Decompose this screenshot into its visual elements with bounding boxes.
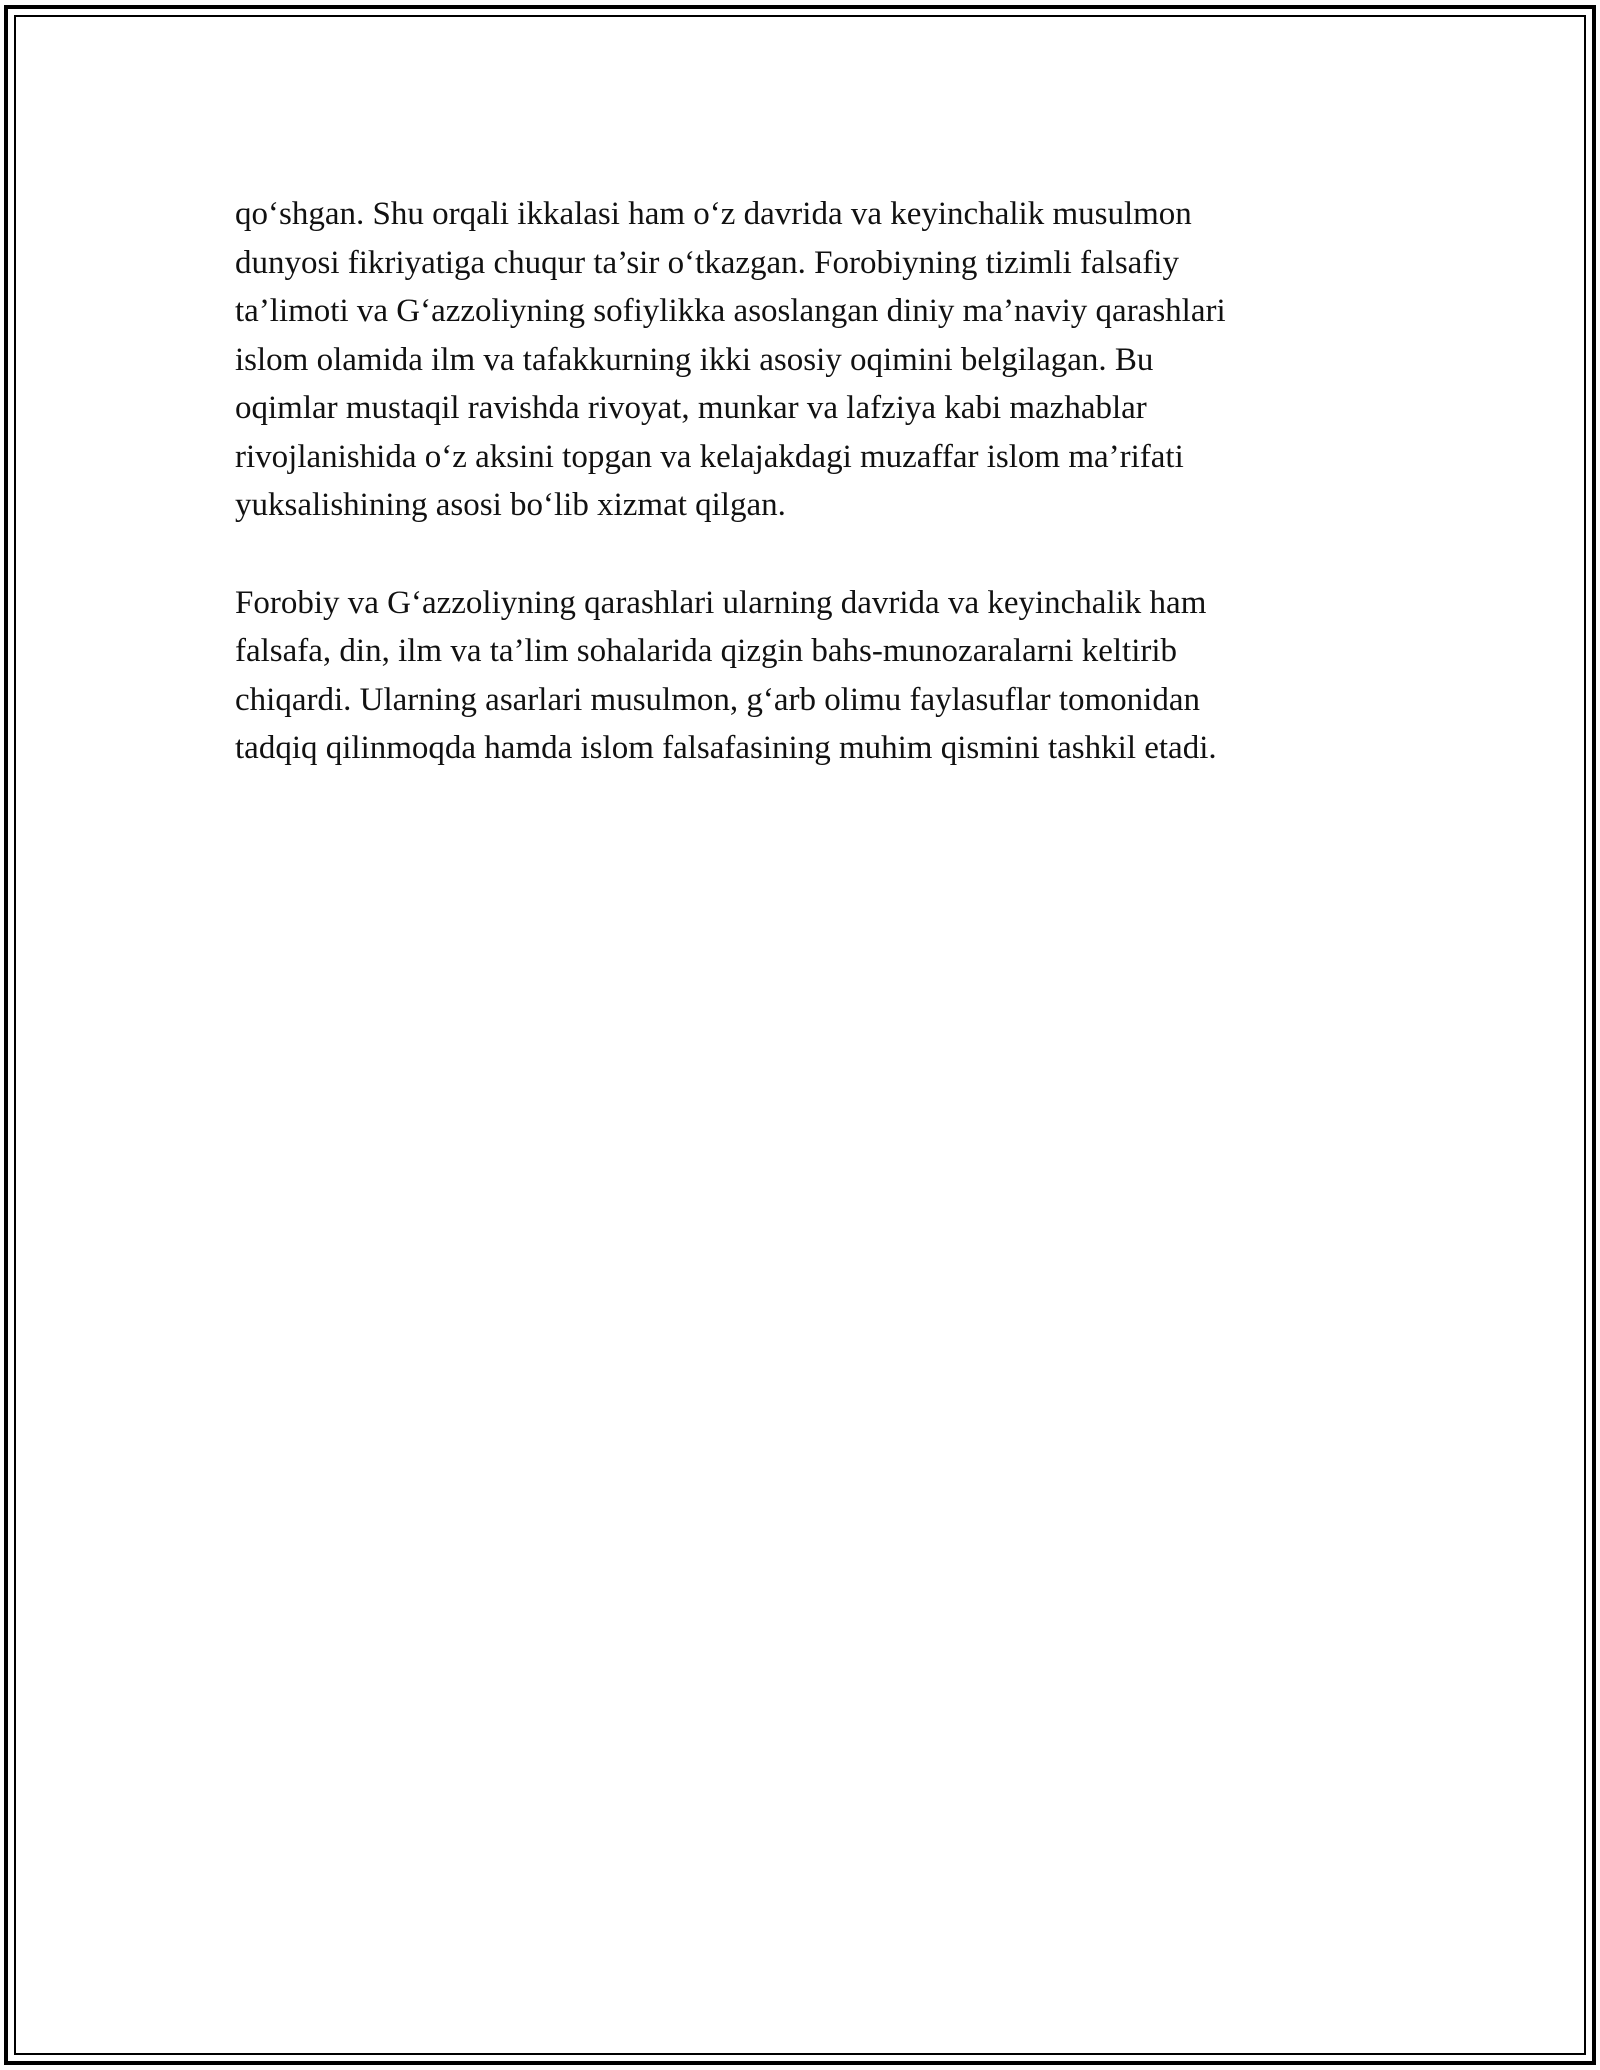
paragraph-2: Forobiy va G‘azzoliyning qarashlari ularning davrida va keyinchalik ham falsafa, din, ilm va ta’lim sohalarida qizgin bahs-munozaralarni keltirib chiqardi. Ularning asarlari musulmon, g‘arb olimu faylasuflar tomonidan tadqiq qilinmoqda hamda islom falsafasining muhim qismini tashkil etadi. bbox=[235, 584, 1217, 766]
paragraph-1: qo‘shgan. Shu orqali ikkalasi ham o‘z davrida va keyinchalik musulmon dunyosi fikriyatiga chuqur ta’sir o‘tkazgan. Forobiyning tizimli falsafiy ta’limoti va G‘azzoliyning sofiylikka asoslangan diniy ma’naviy qarashlari islom olamida ilm va tafakkurning ikki asosiy oqimini belgilagan. Bu oqimlar mustaqil ravishda rivoyat, munkar va lafziya kabi mazhablar rivojlanishida o‘z aksini topgan va kelajakdagi muzaffar islom ma’rifati yuksalishining asosi bo‘lib xizmat qilgan. bbox=[235, 196, 1226, 523]
document-body bbox=[235, 190, 1365, 773]
